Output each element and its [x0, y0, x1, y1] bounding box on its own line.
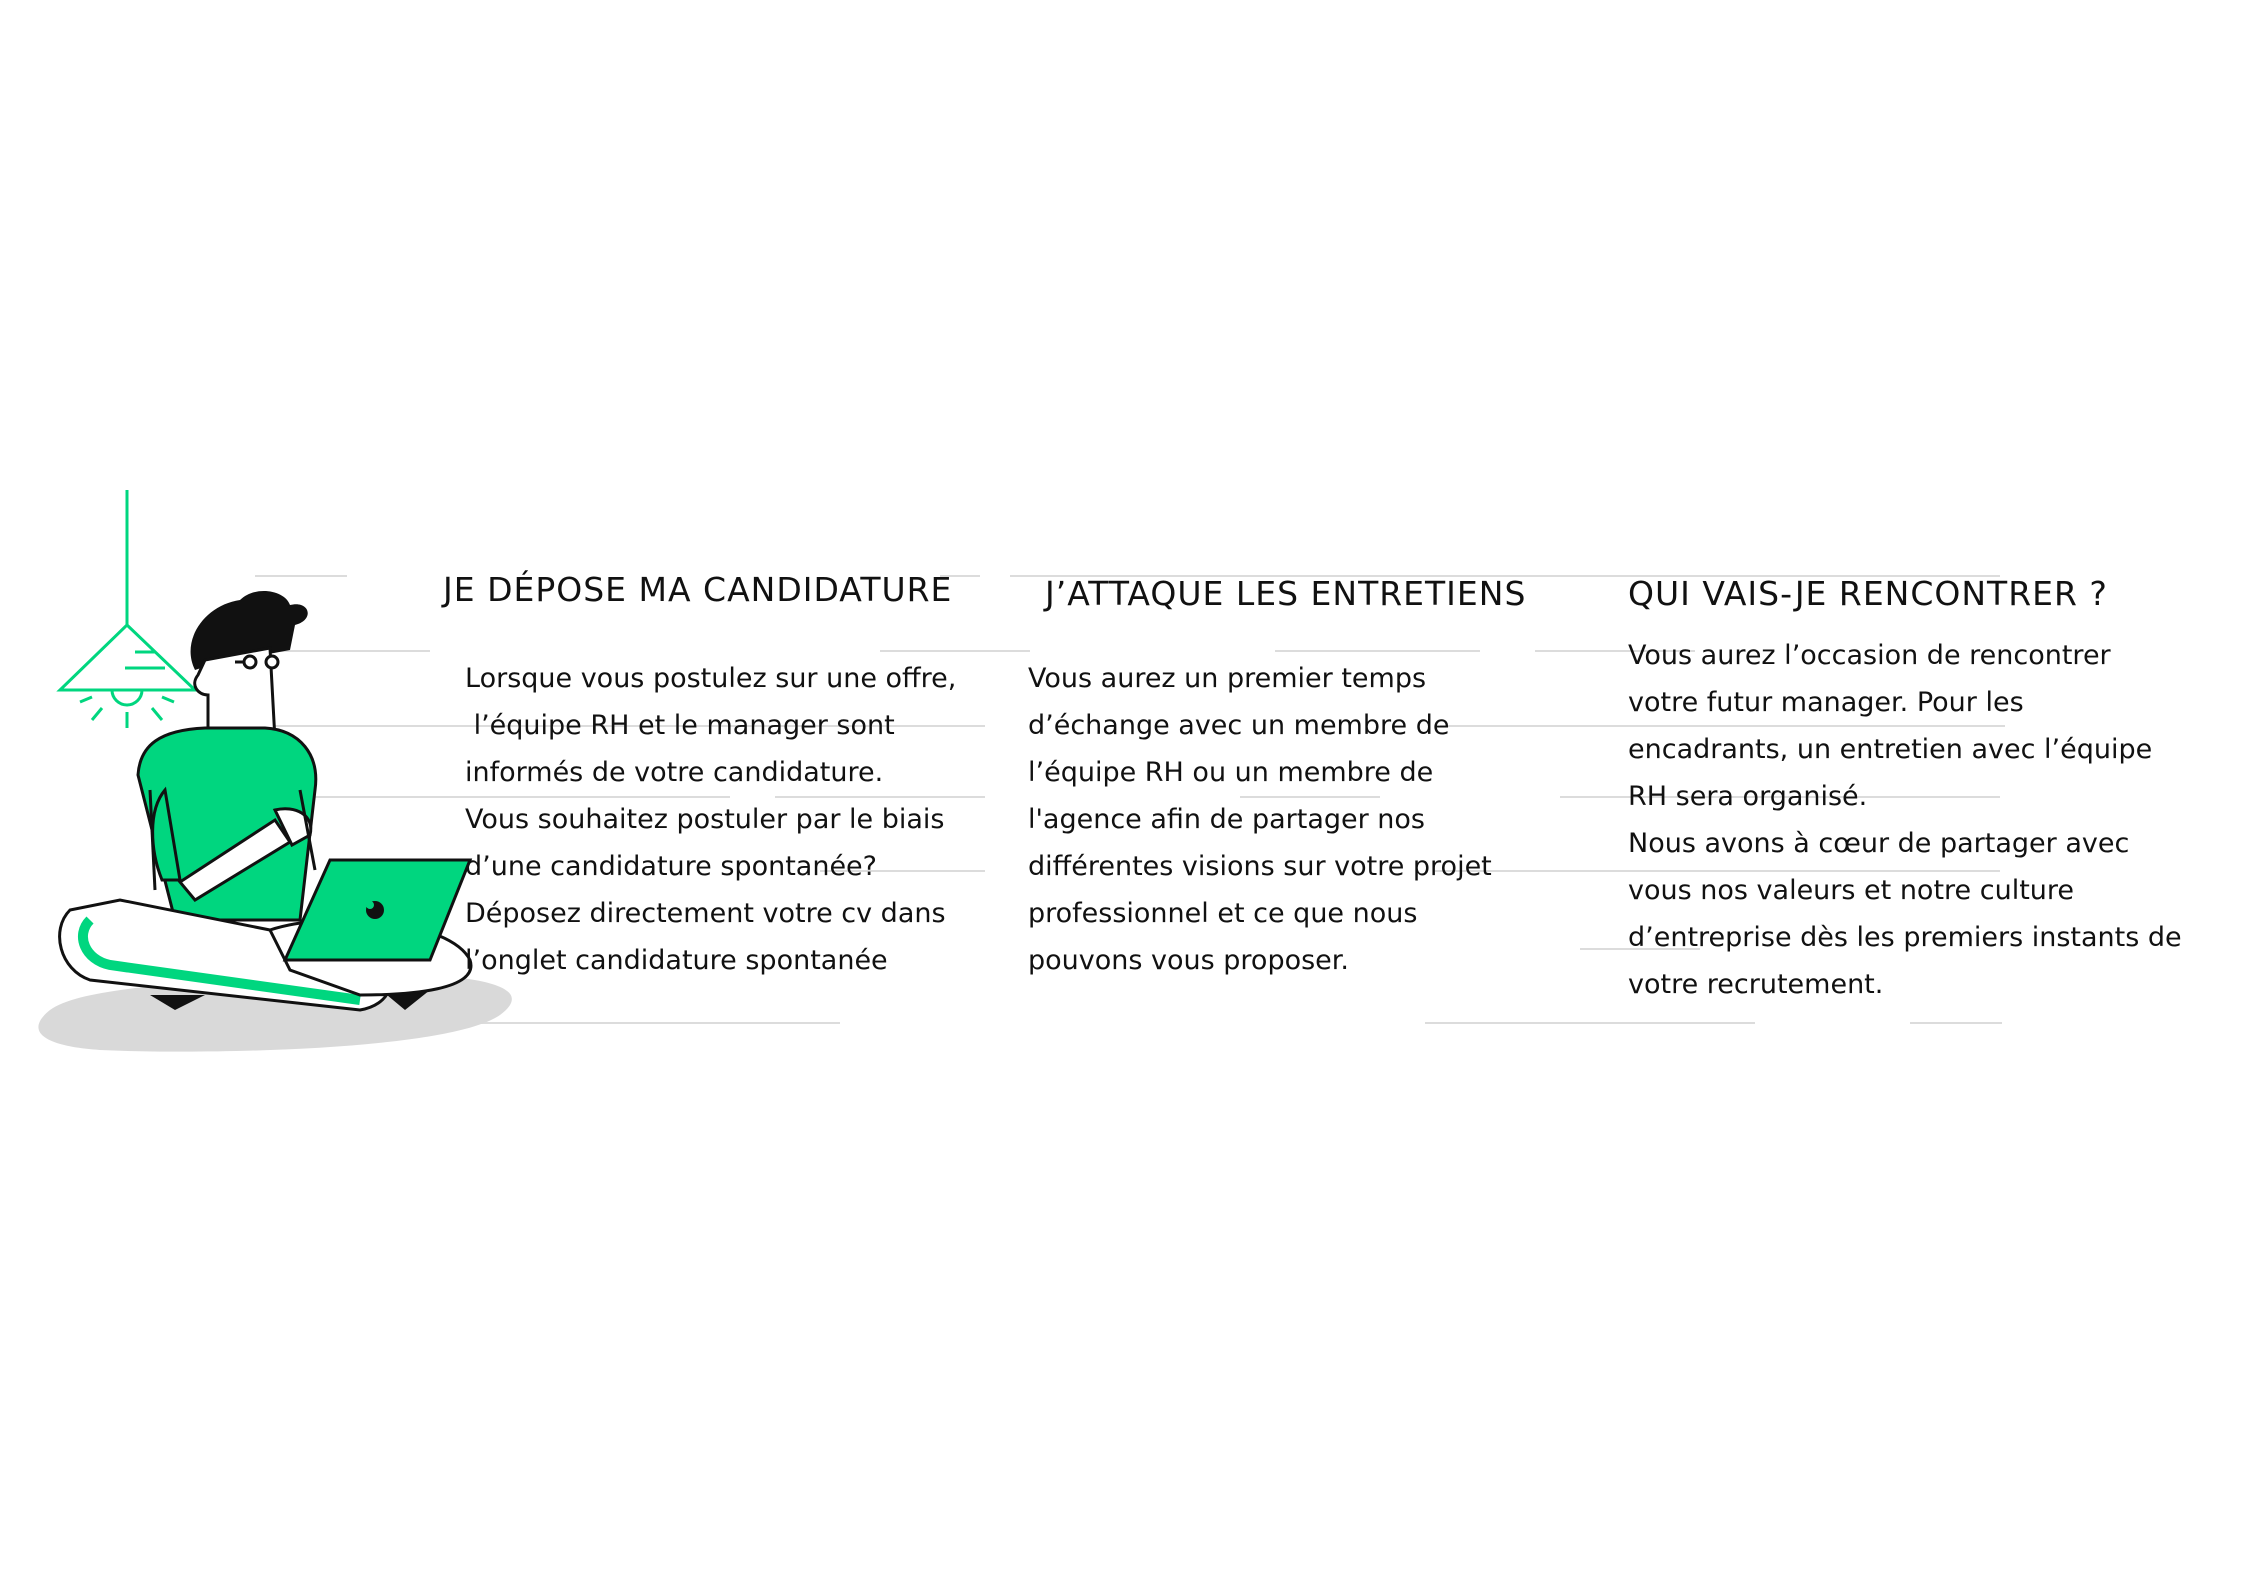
body-line: Vous aurez l’occasion de rencontrer: [1628, 640, 2111, 671]
column-body: [1628, 632, 2182, 1008]
body-line: encadrants, un entretien avec l’équipe: [1628, 734, 2153, 765]
body-line: pouvons vous proposer.: [1028, 945, 1349, 976]
body-line: l’équipe RH et le manager sont: [465, 710, 895, 741]
column-body: [1028, 655, 1492, 984]
body-line: l’onglet candidature spontanée: [465, 945, 888, 976]
column-title: J’ATTAQUE LES ENTRETIENS: [1045, 574, 1527, 613]
body-line: professionnel et ce que nous: [1028, 898, 1418, 929]
body-line: Déposez directement votre cv dans: [465, 898, 946, 929]
decor-line: [1275, 650, 1480, 652]
body-line: différentes visions sur votre projet: [1028, 851, 1492, 882]
body-line: d’entreprise dès les premiers instants de: [1628, 922, 2182, 953]
body-line: votre recrutement.: [1628, 969, 1884, 1000]
body-line: Vous aurez un premier temps: [1028, 663, 1427, 694]
body-line: Nous avons à cœur de partager avec: [1628, 828, 2130, 859]
column-body: [465, 655, 956, 984]
decor-line: [1425, 1022, 1755, 1024]
decor-line: [880, 650, 1030, 652]
body-line: Vous souhaitez postuler par le biais: [465, 804, 945, 835]
body-line: votre futur manager. Pour les: [1628, 687, 2024, 718]
body-line: l'agence afin de partager nos: [1028, 804, 1425, 835]
body-line: RH sera organisé.: [1628, 781, 1868, 812]
body-line: l’équipe RH ou un membre de: [1028, 757, 1434, 788]
body-line: informés de votre candidature.: [465, 757, 884, 788]
decor-line: [480, 1022, 840, 1024]
column-title: JE DÉPOSE MA CANDIDATURE: [443, 570, 953, 609]
decor-line: [1910, 1022, 2002, 1024]
body-line: Lorsque vous postulez sur une offre,: [465, 663, 957, 694]
body-line: vous nos valeurs et notre culture: [1628, 875, 2075, 906]
body-line: d’une candidature spontanée?: [465, 851, 878, 882]
column-title: QUI VAIS-JE RENCONTRER ?: [1628, 574, 2108, 613]
body-line: d’échange avec un membre de: [1028, 710, 1450, 741]
